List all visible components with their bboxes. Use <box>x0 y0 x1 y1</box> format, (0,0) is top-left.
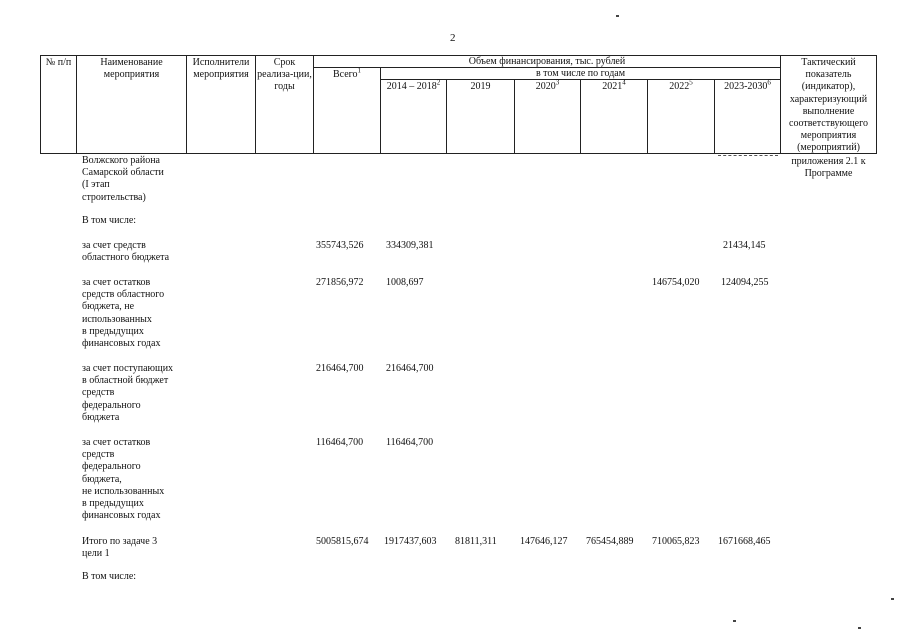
value-2023-2030: 21434,145 <box>723 240 766 251</box>
line: федерального <box>82 399 141 411</box>
line: бюджета <box>82 411 120 423</box>
value-2019: 81811,311 <box>455 536 497 547</box>
header-year-label: 2014 – 2018 <box>386 81 437 92</box>
header-total <box>314 66 380 81</box>
line: бюджета, не <box>82 301 135 313</box>
header-year <box>381 78 446 93</box>
scan-speck <box>891 598 894 600</box>
header-year-sup: 2 <box>436 78 441 87</box>
value-2014-2018: 1917437,603 <box>384 536 437 547</box>
page-number: 2 <box>450 32 456 44</box>
line: финансовых годах <box>82 510 161 522</box>
line: Программе <box>804 168 853 180</box>
header-year-label: 2023-2030 <box>724 81 768 92</box>
header-term: Срок реализа-ции, годы <box>257 57 312 92</box>
continuation-name <box>82 155 164 204</box>
header-volume: Объем финансирования, тыс. рублей <box>468 56 626 67</box>
value-total: 216464,700 <box>316 363 364 374</box>
header-year-sup: 5 <box>689 78 693 87</box>
line: строительства) <box>82 191 146 203</box>
value-2014-2018: 334309,381 <box>386 240 434 251</box>
header-year-label: 2021 <box>602 81 623 92</box>
line: финансовых годах <box>82 338 161 350</box>
header-year-label: 2022 <box>669 81 690 92</box>
scan-speck <box>858 627 861 629</box>
row-label <box>82 277 164 350</box>
line: не использованных <box>82 485 165 497</box>
header-name: Наименование мероприятия <box>100 57 163 80</box>
continuation-dash <box>718 155 778 157</box>
line: за счет средств <box>82 240 146 251</box>
line: средств <box>82 387 115 399</box>
line: Итого по задаче 3 <box>82 536 158 547</box>
header-year <box>715 78 780 93</box>
header-year-sup: 3 <box>555 78 560 87</box>
line: за счет остатков <box>82 437 151 448</box>
line: в областной бюджет <box>82 375 169 387</box>
header-year-sup: 6 <box>767 78 771 87</box>
header-year <box>648 78 714 93</box>
value-2022: 710065,823 <box>652 536 700 547</box>
value-2020: 147646,127 <box>520 536 568 547</box>
value-2022: 146754,020 <box>652 277 700 288</box>
header-year <box>447 81 514 93</box>
line: средств областного <box>82 289 165 301</box>
line: в предыдущих <box>82 498 144 510</box>
line: за счет поступающих <box>82 363 174 374</box>
line: за счет остатков <box>82 277 151 288</box>
line: Самарской области <box>82 167 164 179</box>
header-year-sup: 4 <box>622 78 626 87</box>
line: федерального <box>82 461 141 473</box>
value-2021: 765454,889 <box>586 536 634 547</box>
row-label <box>82 536 157 560</box>
line: цели 1 <box>82 548 110 560</box>
line: бюджета, <box>82 473 122 485</box>
grid-line <box>40 55 41 154</box>
row-label <box>82 571 136 583</box>
value-total: 5005815,674 <box>316 536 369 547</box>
value-total: 116464,700 <box>316 437 364 448</box>
header-total-label: Всего <box>332 69 358 80</box>
header-year <box>515 78 580 93</box>
grid-line <box>40 153 876 154</box>
value-2023-2030: 1671668,465 <box>718 536 771 547</box>
value-total: 355743,526 <box>316 240 364 251</box>
grid-line <box>76 55 77 154</box>
line: В том числе: <box>82 215 137 226</box>
header-years-group: в том числе по годам <box>535 68 626 79</box>
header-year-label: 2020 <box>535 81 556 92</box>
line: областного бюджета <box>82 252 170 264</box>
header-year-label: 2019 <box>470 81 491 92</box>
header-year <box>581 78 647 93</box>
grid-line <box>876 55 877 154</box>
scan-speck <box>616 15 619 17</box>
line: использованных <box>82 313 152 325</box>
header-indicator: Тактический показатель (индикатор), характеризующий выполнение соответствующего мероприятия (мероприятий) <box>789 57 868 154</box>
row-label <box>82 363 173 424</box>
line: средств <box>82 449 115 461</box>
line: (I этап <box>82 179 110 191</box>
scan-speck <box>733 620 736 622</box>
header-executors: Исполнители мероприятия <box>192 57 250 80</box>
row-label <box>82 437 164 522</box>
value-2014-2018: 216464,700 <box>386 363 434 374</box>
value-2014-2018: 116464,700 <box>386 437 434 448</box>
value-total: 271856,972 <box>316 277 364 288</box>
line: Волжского района <box>82 155 160 166</box>
line: В том числе: <box>82 571 137 582</box>
row-label <box>82 240 169 264</box>
header-no: № п/п <box>45 57 72 68</box>
line: приложения 2.1 к <box>791 156 866 167</box>
value-2014-2018: 1008,697 <box>386 277 424 288</box>
value-2023-2030: 124094,255 <box>721 277 769 288</box>
row-label <box>82 215 136 227</box>
continuation-indicator <box>781 156 876 180</box>
header-total-sup: 1 <box>357 66 362 75</box>
line: в предыдущих <box>82 325 144 337</box>
